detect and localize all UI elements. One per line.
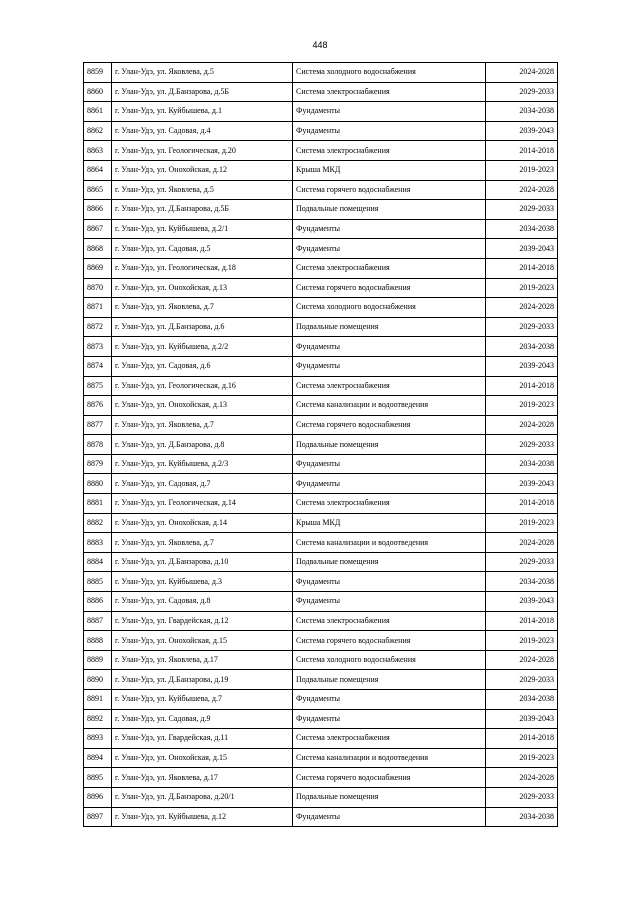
work-type-cell: Система электроснабжения <box>293 258 486 278</box>
row-number-cell: 8891 <box>84 690 112 710</box>
work-type-cell: Фундаменты <box>293 592 486 612</box>
table-row <box>84 690 558 710</box>
table-row <box>84 650 558 670</box>
work-type-cell: Подвальные помещения <box>293 670 486 690</box>
row-number-cell: 8874 <box>84 356 112 376</box>
work-type-cell: Система электроснабжения <box>293 611 486 631</box>
period-cell: 2014-2018 <box>486 258 558 278</box>
table-row <box>84 160 558 180</box>
period-cell: 2024-2028 <box>486 768 558 788</box>
period-cell: 2039-2043 <box>486 709 558 729</box>
work-type-cell: Система электроснабжения <box>293 729 486 749</box>
address-cell: г. Улан-Удэ, ул. Куйбышева, д.3 <box>112 572 293 592</box>
work-type-cell: Система электроснабжения <box>293 141 486 161</box>
period-cell: 2039-2043 <box>486 592 558 612</box>
row-number-cell: 8876 <box>84 396 112 416</box>
table-row <box>84 787 558 807</box>
period-cell: 2019-2023 <box>486 513 558 533</box>
row-number-cell: 8870 <box>84 278 112 298</box>
work-type-cell: Подвальные помещения <box>293 200 486 220</box>
address-cell: г. Улан-Удэ, ул. Геологическая, д.20 <box>112 141 293 161</box>
period-cell: 2024-2028 <box>486 415 558 435</box>
table-row <box>84 729 558 749</box>
period-cell: 2019-2023 <box>486 396 558 416</box>
row-number-cell: 8894 <box>84 748 112 768</box>
address-cell: г. Улан-Удэ, ул. Яковлева, д.17 <box>112 650 293 670</box>
table-row <box>84 200 558 220</box>
table-row <box>84 396 558 416</box>
row-number-cell: 8882 <box>84 513 112 533</box>
table-row <box>84 141 558 161</box>
table-row <box>84 239 558 259</box>
address-cell: г. Улан-Удэ, ул. Д.Банзарова, д.19 <box>112 670 293 690</box>
period-cell: 2039-2043 <box>486 474 558 494</box>
row-number-cell: 8886 <box>84 592 112 612</box>
address-cell: г. Улан-Удэ, ул. Геологическая, д.18 <box>112 258 293 278</box>
work-type-cell: Фундаменты <box>293 690 486 710</box>
row-number-cell: 8864 <box>84 160 112 180</box>
period-cell: 2034-2038 <box>486 572 558 592</box>
row-number-cell: 8888 <box>84 631 112 651</box>
work-type-cell: Система канализации и водоотведения <box>293 533 486 553</box>
work-type-cell: Фундаменты <box>293 356 486 376</box>
address-cell: г. Улан-Удэ, ул. Садовая, д.7 <box>112 474 293 494</box>
table-row <box>84 592 558 612</box>
address-cell: г. Улан-Удэ, ул. Куйбышева, д.2/3 <box>112 454 293 474</box>
table-row <box>84 219 558 239</box>
row-number-cell: 8896 <box>84 787 112 807</box>
period-cell: 2029-2033 <box>486 670 558 690</box>
table-row <box>84 337 558 357</box>
period-cell: 2029-2033 <box>486 787 558 807</box>
table-row <box>84 317 558 337</box>
address-cell: г. Улан-Удэ, ул. Геологическая, д.14 <box>112 494 293 514</box>
work-type-cell: Система электроснабжения <box>293 82 486 102</box>
address-cell: г. Улан-Удэ, ул. Садовая, д.4 <box>112 121 293 141</box>
work-type-cell: Фундаменты <box>293 807 486 827</box>
table-row <box>84 807 558 827</box>
address-cell: г. Улан-Удэ, ул. Куйбышева, д.12 <box>112 807 293 827</box>
address-cell: г. Улан-Удэ, ул. Гвардейская, д.12 <box>112 611 293 631</box>
table-row <box>84 631 558 651</box>
period-cell: 2014-2018 <box>486 729 558 749</box>
address-cell: г. Улан-Удэ, ул. Куйбышева, д.1 <box>112 102 293 122</box>
table-row <box>84 748 558 768</box>
row-number-cell: 8881 <box>84 494 112 514</box>
period-cell: 2034-2038 <box>486 219 558 239</box>
address-cell: г. Улан-Удэ, ул. Садовая, д.5 <box>112 239 293 259</box>
period-cell: 2029-2033 <box>486 82 558 102</box>
row-number-cell: 8866 <box>84 200 112 220</box>
work-type-cell: Система горячего водоснабжения <box>293 415 486 435</box>
work-type-cell: Система электроснабжения <box>293 494 486 514</box>
address-cell: г. Улан-Удэ, ул. Садовая, д.9 <box>112 709 293 729</box>
table-row <box>84 82 558 102</box>
address-cell: г. Улан-Удэ, ул. Онохойская, д.12 <box>112 160 293 180</box>
period-cell: 2034-2038 <box>486 337 558 357</box>
period-cell: 2024-2028 <box>486 650 558 670</box>
address-cell: г. Улан-Удэ, ул. Яковлева, д.5 <box>112 180 293 200</box>
period-cell: 2024-2028 <box>486 180 558 200</box>
row-number-cell: 8895 <box>84 768 112 788</box>
table-row <box>84 494 558 514</box>
work-type-cell: Система горячего водоснабжения <box>293 768 486 788</box>
table-row <box>84 611 558 631</box>
period-cell: 2034-2038 <box>486 454 558 474</box>
period-cell: 2029-2033 <box>486 200 558 220</box>
address-cell: г. Улан-Удэ, ул. Куйбышева, д.7 <box>112 690 293 710</box>
period-cell: 2029-2033 <box>486 317 558 337</box>
row-number-cell: 8883 <box>84 533 112 553</box>
period-cell: 2014-2018 <box>486 611 558 631</box>
row-number-cell: 8880 <box>84 474 112 494</box>
row-number-cell: 8892 <box>84 709 112 729</box>
period-cell: 2019-2023 <box>486 160 558 180</box>
period-cell: 2024-2028 <box>486 63 558 83</box>
work-type-cell: Фундаменты <box>293 337 486 357</box>
period-cell: 2019-2023 <box>486 631 558 651</box>
page-number: 448 <box>312 40 328 50</box>
work-type-cell: Система горячего водоснабжения <box>293 180 486 200</box>
address-cell: г. Улан-Удэ, ул. Геологическая, д.16 <box>112 376 293 396</box>
table-row <box>84 513 558 533</box>
table-row <box>84 552 558 572</box>
row-number-cell: 8871 <box>84 298 112 318</box>
work-type-cell: Фундаменты <box>293 454 486 474</box>
work-type-cell: Крыша МКД <box>293 513 486 533</box>
period-cell: 2039-2043 <box>486 356 558 376</box>
table-row <box>84 298 558 318</box>
row-number-cell: 8868 <box>84 239 112 259</box>
row-number-cell: 8877 <box>84 415 112 435</box>
row-number-cell: 8878 <box>84 435 112 455</box>
period-cell: 2029-2033 <box>486 552 558 572</box>
period-cell: 2034-2038 <box>486 102 558 122</box>
period-cell: 2039-2043 <box>486 239 558 259</box>
work-type-cell: Фундаменты <box>293 102 486 122</box>
row-number-cell: 8872 <box>84 317 112 337</box>
period-cell: 2014-2018 <box>486 376 558 396</box>
table-row <box>84 63 558 83</box>
address-cell: г. Улан-Удэ, ул. Д.Банзарова, д.8 <box>112 435 293 455</box>
address-cell: г. Улан-Удэ, ул. Д.Банзарова, д.20/1 <box>112 787 293 807</box>
row-number-cell: 8889 <box>84 650 112 670</box>
work-type-cell: Система канализации и водоотведения <box>293 748 486 768</box>
address-cell: г. Улан-Удэ, ул. Яковлева, д.17 <box>112 768 293 788</box>
period-cell: 2024-2028 <box>486 533 558 553</box>
work-type-cell: Подвальные помещения <box>293 552 486 572</box>
address-cell: г. Улан-Удэ, ул. Яковлева, д.5 <box>112 63 293 83</box>
row-number-cell: 8867 <box>84 219 112 239</box>
table-row <box>84 474 558 494</box>
address-cell: г. Улан-Удэ, ул. Яковлева, д.7 <box>112 533 293 553</box>
address-cell: г. Улан-Удэ, ул. Садовая, д.6 <box>112 356 293 376</box>
row-number-cell: 8885 <box>84 572 112 592</box>
row-number-cell: 8897 <box>84 807 112 827</box>
address-cell: г. Улан-Удэ, ул. Д.Банзарова, д.5Б <box>112 200 293 220</box>
table-row <box>84 258 558 278</box>
period-cell: 2024-2028 <box>486 298 558 318</box>
row-number-cell: 8859 <box>84 63 112 83</box>
table-row <box>84 768 558 788</box>
table-row <box>84 415 558 435</box>
row-number-cell: 8862 <box>84 121 112 141</box>
work-type-cell: Система холодного водоснабжения <box>293 650 486 670</box>
table-row <box>84 356 558 376</box>
period-cell: 2019-2023 <box>486 748 558 768</box>
work-type-cell: Фундаменты <box>293 219 486 239</box>
work-type-cell: Подвальные помещения <box>293 787 486 807</box>
table-row <box>84 533 558 553</box>
period-cell: 2019-2023 <box>486 278 558 298</box>
work-type-cell: Система горячего водоснабжения <box>293 631 486 651</box>
address-cell: г. Улан-Удэ, ул. Куйбышева, д.2/1 <box>112 219 293 239</box>
table-row <box>84 121 558 141</box>
work-type-cell: Крыша МКД <box>293 160 486 180</box>
row-number-cell: 8865 <box>84 180 112 200</box>
row-number-cell: 8869 <box>84 258 112 278</box>
table-row <box>84 278 558 298</box>
work-type-cell: Система горячего водоснабжения <box>293 278 486 298</box>
period-cell: 2039-2043 <box>486 121 558 141</box>
work-type-cell: Фундаменты <box>293 572 486 592</box>
row-number-cell: 8893 <box>84 729 112 749</box>
row-number-cell: 8863 <box>84 141 112 161</box>
table-row <box>84 454 558 474</box>
address-cell: г. Улан-Удэ, ул. Яковлева, д.7 <box>112 298 293 318</box>
work-type-cell: Система холодного водоснабжения <box>293 63 486 83</box>
address-cell: г. Улан-Удэ, ул. Садовая, д.8 <box>112 592 293 612</box>
address-cell: г. Улан-Удэ, ул. Онохойская, д.15 <box>112 748 293 768</box>
work-type-cell: Фундаменты <box>293 709 486 729</box>
work-type-cell: Подвальные помещения <box>293 317 486 337</box>
work-type-cell: Фундаменты <box>293 121 486 141</box>
table-row <box>84 435 558 455</box>
address-cell: г. Улан-Удэ, ул. Онохойская, д.13 <box>112 396 293 416</box>
row-number-cell: 8879 <box>84 454 112 474</box>
table-row <box>84 572 558 592</box>
row-number-cell: 8887 <box>84 611 112 631</box>
work-type-cell: Система канализации и водоотведения <box>293 396 486 416</box>
table-row <box>84 376 558 396</box>
period-cell: 2029-2033 <box>486 435 558 455</box>
period-cell: 2034-2038 <box>486 690 558 710</box>
registry-table <box>83 62 558 827</box>
period-cell: 2014-2018 <box>486 141 558 161</box>
work-type-cell: Подвальные помещения <box>293 435 486 455</box>
period-cell: 2014-2018 <box>486 494 558 514</box>
row-number-cell: 8890 <box>84 670 112 690</box>
address-cell: г. Улан-Удэ, ул. Онохойская, д.13 <box>112 278 293 298</box>
row-number-cell: 8873 <box>84 337 112 357</box>
work-type-cell: Система холодного водоснабжения <box>293 298 486 318</box>
registry-table-body <box>84 63 558 827</box>
address-cell: г. Улан-Удэ, ул. Д.Банзарова, д.6 <box>112 317 293 337</box>
table-row <box>84 180 558 200</box>
work-type-cell: Система электроснабжения <box>293 376 486 396</box>
table-row <box>84 102 558 122</box>
address-cell: г. Улан-Удэ, ул. Онохойская, д.14 <box>112 513 293 533</box>
address-cell: г. Улан-Удэ, ул. Гвардейская, д.11 <box>112 729 293 749</box>
row-number-cell: 8861 <box>84 102 112 122</box>
address-cell: г. Улан-Удэ, ул. Онохойская, д.15 <box>112 631 293 651</box>
work-type-cell: Фундаменты <box>293 474 486 494</box>
work-type-cell: Фундаменты <box>293 239 486 259</box>
period-cell: 2034-2038 <box>486 807 558 827</box>
address-cell: г. Улан-Удэ, ул. Яковлева, д.7 <box>112 415 293 435</box>
address-cell: г. Улан-Удэ, ул. Д.Банзарова, д.5Б <box>112 82 293 102</box>
address-cell: г. Улан-Удэ, ул. Куйбышева, д.2/2 <box>112 337 293 357</box>
row-number-cell: 8884 <box>84 552 112 572</box>
row-number-cell: 8875 <box>84 376 112 396</box>
table-row <box>84 709 558 729</box>
row-number-cell: 8860 <box>84 82 112 102</box>
table-row <box>84 670 558 690</box>
address-cell: г. Улан-Удэ, ул. Д.Банзарова, д.10 <box>112 552 293 572</box>
